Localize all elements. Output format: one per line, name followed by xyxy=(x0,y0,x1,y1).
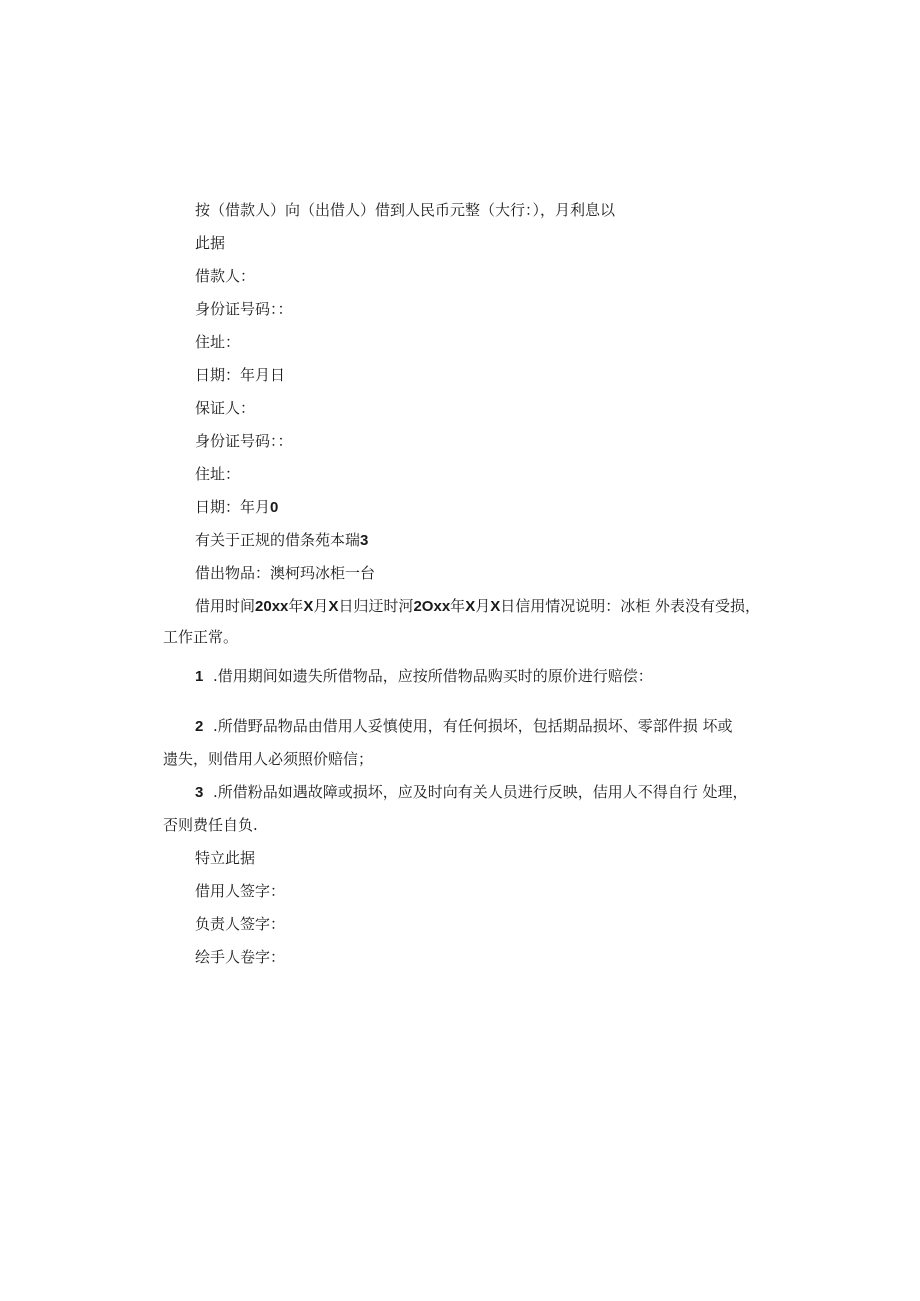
guarantor-date-prefix: 日期：年月 xyxy=(195,498,271,516)
usage-paragraph-line-1 xyxy=(195,596,760,617)
guarantor-address-label: 住址： xyxy=(195,465,241,483)
guarantor-date-label xyxy=(195,497,278,518)
borrower-address-label: 住址： xyxy=(195,333,241,351)
clause-number: 3 xyxy=(195,784,204,801)
clause-3-continuation: 否则费任自负. xyxy=(163,816,258,834)
clause-2 xyxy=(195,716,733,737)
usage-text: 年 xyxy=(450,597,466,615)
usage-text: 月 xyxy=(475,597,491,615)
section-heading-suffix: 3 xyxy=(360,532,369,549)
usage-paragraph-line-2: 工作正常。 xyxy=(163,628,239,646)
usage-year-start: 20xx xyxy=(255,598,289,615)
section-heading-prefix: 有关于正规的借条苑本瑞 xyxy=(195,531,361,549)
guarantor-date-suffix: 0 xyxy=(270,499,279,516)
clause-text: .所借粉品如遇故障或损坏，应及时向有关人员进行反映，佶用人不得自行 处理， xyxy=(213,783,748,801)
borrower-id-label: 身份证号码：： xyxy=(195,300,293,318)
section-heading xyxy=(195,530,368,551)
usage-month-end: X xyxy=(465,598,476,615)
special-statement: 特立此据 xyxy=(195,849,256,867)
usage-year-end: 2Oxx xyxy=(413,598,451,615)
clause-number: 2 xyxy=(195,718,204,735)
usage-text: 借用时间 xyxy=(195,597,256,615)
clause-2-continuation: 遗失，则借用人必须照价赔信； xyxy=(163,750,374,768)
clause-3 xyxy=(195,782,748,803)
borrower-signature-label: 借用人签字： xyxy=(195,882,286,900)
responsible-signature-label: 负责人签字： xyxy=(195,915,286,933)
handler-signature-label: 绘手人卷字： xyxy=(195,948,286,966)
usage-day-start: X xyxy=(328,598,339,615)
guarantor-label: 保证人： xyxy=(195,399,256,417)
loan-ci-ju: 此据 xyxy=(195,234,226,252)
clause-text: .借用期间如遗失所借物品，应按所借物品购买时的原价进行赔偿： xyxy=(213,667,653,685)
usage-text: 月 xyxy=(313,597,329,615)
clause-number: 1 xyxy=(195,668,204,685)
usage-text: 年 xyxy=(288,597,304,615)
lent-item-label: 借出物品：澳柯玛冰柜一台 xyxy=(195,564,376,582)
usage-day-end: X xyxy=(490,598,501,615)
clause-1 xyxy=(195,666,653,687)
guarantor-id-label: 身份证号码：： xyxy=(195,432,293,450)
usage-text: 日信用情况说明：冰柜 外表没有受损， xyxy=(500,597,761,615)
loan-intro: 按（借款人）向（出借人）借到人民币元整（大行：），月利息以 xyxy=(195,201,616,219)
clause-text: .所借野品物品由借用人妥慎使用，有任何损坏，包括期品损坏、零部件损 坏或 xyxy=(213,717,733,735)
usage-month-start: X xyxy=(303,598,314,615)
borrower-label: 借款人： xyxy=(195,267,256,285)
borrower-date-label: 日期：年月日 xyxy=(195,366,286,384)
usage-text: 日归迂时河 xyxy=(338,597,414,615)
